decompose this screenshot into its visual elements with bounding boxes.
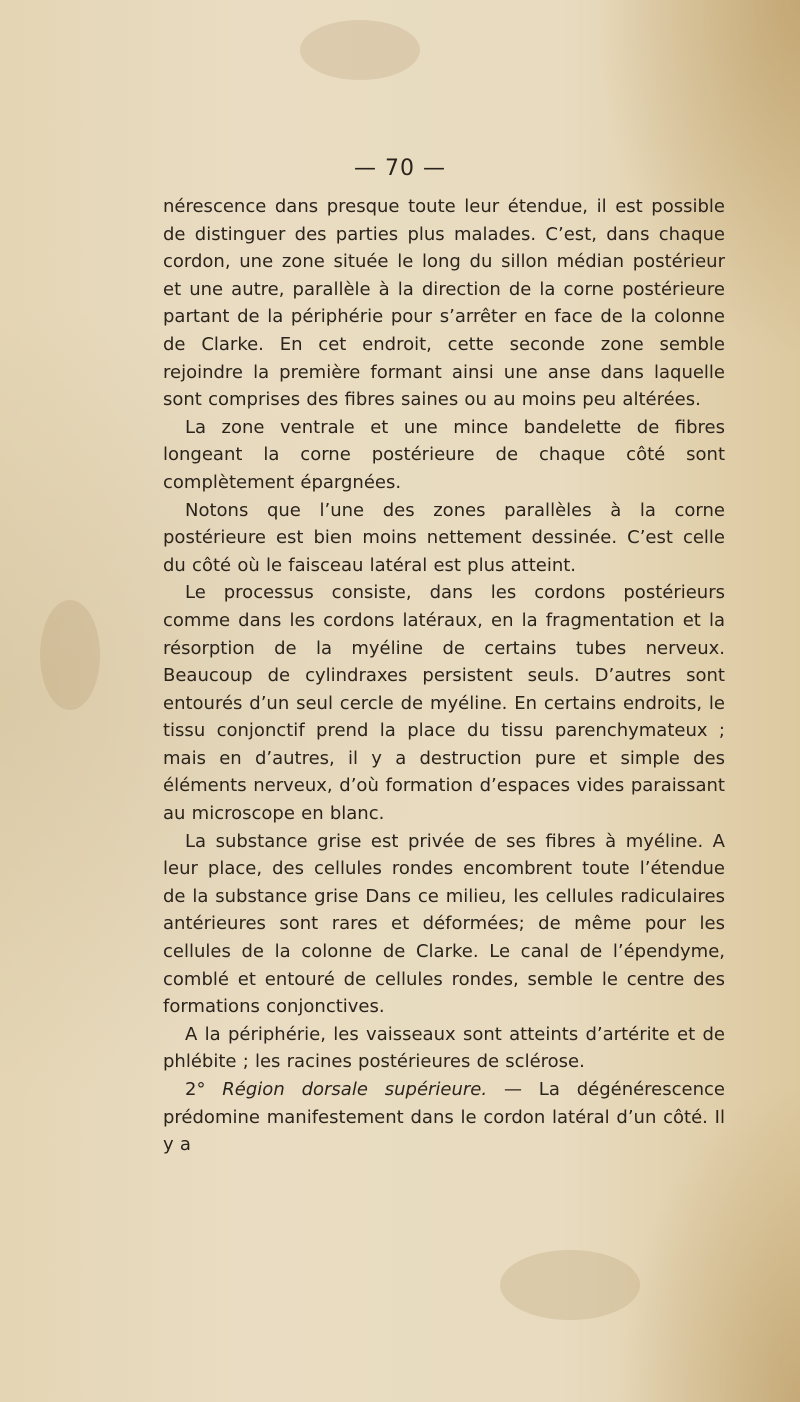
paper-stain: [500, 1250, 640, 1320]
paper-stain: [300, 20, 420, 80]
section-heading: Région dorsale supérieure.: [222, 1079, 488, 1100]
body-text: [163, 193, 725, 1159]
paragraph: nérescence dans presque toute leur étendue, il est possible de distinguer des parties plus malades. C’est, dans chaque cordon, une zone située le long du sillon médian postérieur et une autre, parallèle à la direction de la corne postérieure partant de la périphérie pour s’arrêter en face de la colonne de Clarke. En cet endroit, cette seconde zone semble rejoindre la première formant ainsi une anse dans laquelle sont comprises des fibres saines ou au moins peu altérées.: [163, 196, 725, 411]
paragraph: Notons que l’une des zones parallèles à la corne postérieure est bien moins nettement dessinée. C’est celle du côté où le faisceau latéral est plus atteint.: [163, 499, 725, 576]
paper-stain: [40, 600, 100, 710]
paragraph: La substance grise est privée de ses fibres à myéline. A leur place, des cellules rondes encombrent toute l’étendue de la substance grise Dans ce milieu, les cellules radiculaires antérieures sont rares et déformées; de même pour les cellules de la colonne de Clarke. Le canal de l’épendyme, comblé et entouré de cellules rondes, semble le centre des formations conjonctives.: [163, 830, 725, 1018]
paragraph: A la périphérie, les vaisseaux sont atteints d’artérite et de phlébite ; les racines postérieures de sclérose.: [163, 1023, 725, 1073]
paragraph: Le processus consiste, dans les cordons postérieurs comme dans les cordons latéraux, en la fragmentation et la résorption de la myéline de certains tubes nerveux. Beaucoup de cylindraxes persistent seuls. D’autres sont entourés d’un seul cercle de myéline. En certains endroits, le tissu conjonctif prend la place du tissu parenchymateux ; mais en d’autres, il y a destruction pure et simple des éléments nerveux, d’où formation d’espaces vides paraissant au microscope en blanc.: [163, 582, 725, 825]
section-text: — La dégénérescence prédomine manifestement dans le cordon latéral d’un côté. Il y a: [163, 1079, 725, 1156]
paragraph: La zone ventrale et une mince bandelette de fibres longeant la corne postérieure de chaque côté sont complètement épargnées.: [163, 416, 725, 493]
page-number: — 70 —: [354, 156, 446, 181]
section-number: 2°: [185, 1079, 206, 1100]
section-paragraph: [163, 1076, 725, 1159]
